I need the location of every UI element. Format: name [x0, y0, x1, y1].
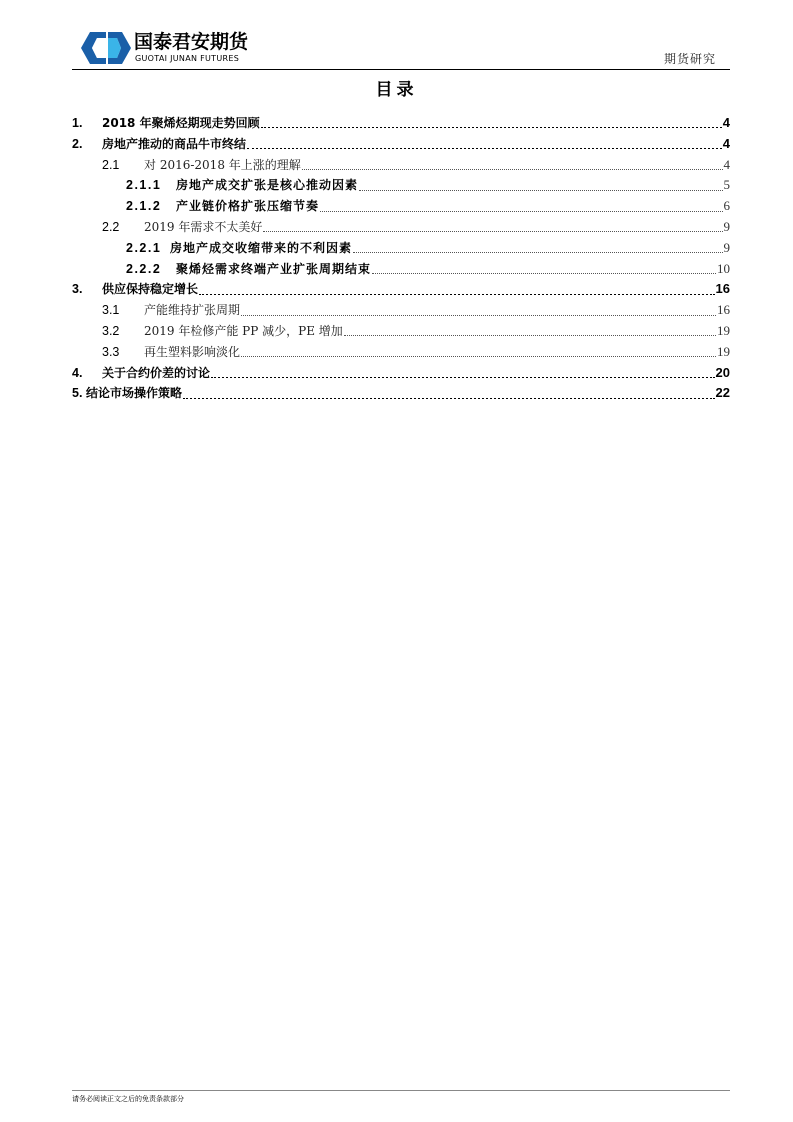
toc-entry-1[interactable] [72, 113, 730, 134]
toc-entry-page: 4 [722, 135, 730, 151]
toc-leader-dots [241, 315, 716, 316]
toc-entry-page: 10 [717, 260, 730, 276]
toc-entry-page: 6 [723, 198, 730, 214]
toc-entry-2-1[interactable] [72, 155, 730, 176]
table-of-contents [72, 113, 730, 404]
toc-entry-2-2[interactable] [72, 217, 730, 238]
footer-disclaimer: 请务必阅读正文之后的免责条款部分 [72, 1095, 184, 1103]
toc-entry-page: 19 [717, 343, 730, 359]
toc-entry-title: 产能维持扩张周期 [144, 303, 241, 318]
toc-entry-title: 房地产推动的商品牛市终结 [102, 136, 247, 151]
toc-entry-title: 关于合约价差的讨论 [102, 365, 211, 380]
toc-entry-2[interactable] [72, 134, 730, 155]
toc-entry-page: 9 [723, 239, 730, 255]
toc-leader-dots [302, 169, 723, 170]
toc-entry-number: 1. [72, 116, 83, 130]
toc-entry-2-2-1[interactable] [72, 238, 730, 259]
toc-leader-dots [183, 398, 715, 399]
toc-entry-number: 2.1 [102, 157, 120, 172]
toc-entry-2-1-2[interactable] [72, 196, 730, 217]
toc-entry-page: 20 [715, 364, 730, 380]
toc-entry-page: 19 [717, 322, 730, 338]
toc-entry-title: 结论市场操作策略 [86, 386, 183, 401]
toc-entry-page: 4 [723, 156, 730, 172]
toc-entry-page: 9 [723, 218, 730, 234]
toc-entry-3[interactable] [72, 279, 730, 300]
toc-leader-dots [372, 273, 716, 274]
toc-leader-dots [261, 127, 722, 128]
toc-entry-title: 2019 年检修产能 PP 减少，PE 增加 [144, 323, 343, 338]
toc-entry-page: 16 [715, 281, 730, 297]
toc-entry-page: 4 [722, 115, 730, 130]
toc-leader-dots [199, 294, 715, 295]
brand-name-cn: 国泰君安期货 [134, 31, 249, 53]
toc-entry-title: 产业链价格扩张压缩节奏 [176, 199, 320, 214]
toc-entry-2-2-2[interactable] [72, 259, 730, 280]
toc-entry-2-1-1[interactable] [72, 175, 730, 196]
footer-divider [72, 1090, 730, 1091]
toc-leader-dots [247, 148, 722, 149]
toc-entry-number: 3.1 [102, 303, 120, 318]
toc-entry-page: 16 [717, 302, 730, 318]
toc-entry-3-1[interactable] [72, 300, 730, 321]
toc-entry-title: 供应保持稳定增长 [102, 282, 199, 297]
guotai-junan-logo-icon [80, 32, 132, 64]
toc-leader-dots [263, 231, 722, 232]
toc-leader-dots [353, 252, 722, 253]
toc-entry-number: 3. [72, 282, 83, 297]
toc-entry-number: 3.3 [102, 344, 120, 359]
toc-entry-5[interactable] [72, 383, 730, 404]
toc-entry-number: 5. [72, 386, 83, 401]
toc-leader-dots [241, 356, 716, 357]
toc-entry-title: 2019 年需求不太美好 [144, 219, 263, 234]
toc-leader-dots [320, 211, 722, 212]
toc-leader-dots [211, 377, 715, 378]
toc-entry-title: 聚烯烃需求终端产业扩张周期结束 [176, 261, 372, 276]
toc-entry-number: 2.1.2 [126, 199, 162, 214]
toc-entry-title: 2018 年聚烯烃期现走势回顾 [102, 116, 260, 130]
toc-entry-title: 再生塑料影响淡化 [144, 344, 241, 359]
toc-entry-number: 3.2 [102, 323, 120, 338]
toc-entry-number: 2.1.1 [126, 178, 162, 193]
toc-entry-3-2[interactable] [72, 321, 730, 342]
toc-entry-title: 对 2016-2018 年上涨的理解 [144, 157, 301, 172]
toc-entry-title: 房地产成交扩张是核心推动因素 [176, 178, 359, 193]
header-divider [72, 69, 730, 70]
toc-leader-dots [344, 335, 716, 336]
section-label: 期货研究 [663, 52, 716, 66]
toc-entry-number: 2. [72, 136, 83, 151]
brand-name-en: GUOTAI JUNAN FUTURES [135, 54, 240, 63]
page-header [72, 28, 730, 72]
toc-entry-page: 22 [715, 385, 730, 401]
toc-entry-number: 2.2.2 [126, 261, 162, 276]
toc-title: 目录 [375, 80, 418, 100]
toc-entry-3-3[interactable] [72, 342, 730, 363]
toc-leader-dots [359, 190, 722, 191]
toc-entry-number: 2.2 [102, 219, 120, 234]
toc-entry-page: 5 [723, 177, 730, 193]
toc-entry-number: 4. [72, 365, 83, 380]
toc-entry-4[interactable] [72, 363, 730, 384]
toc-entry-number: 2.2.1 [126, 240, 162, 255]
toc-entry-title: 房地产成交收缩带来的不利因素 [170, 240, 353, 255]
